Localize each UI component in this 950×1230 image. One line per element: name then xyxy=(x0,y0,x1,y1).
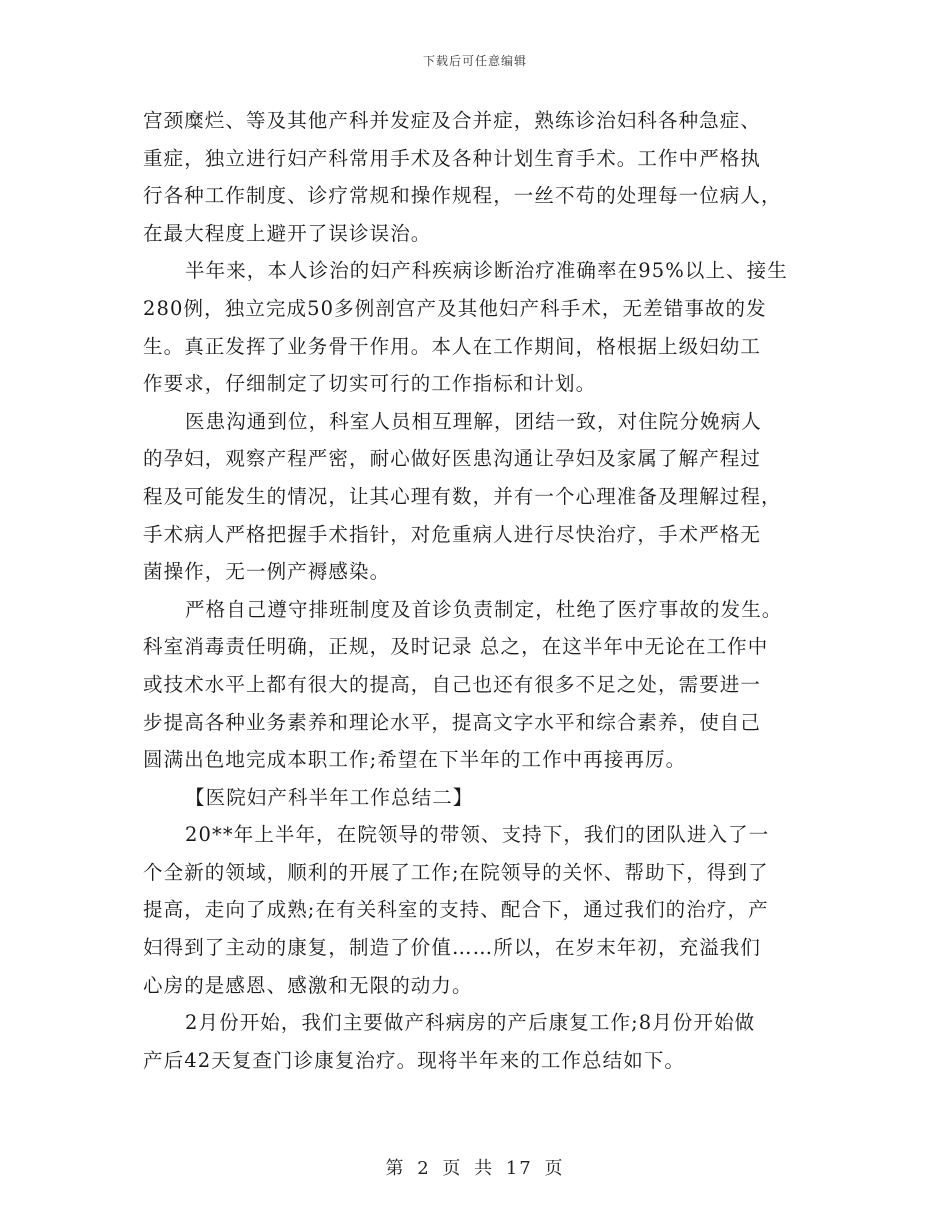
section-heading: 【医院妇产科半年工作总结二】 xyxy=(185,785,474,809)
text-line: 的孕妇，观察产程严密，耐心做好医患沟通让孕妇及家属了解产程过 xyxy=(143,447,762,471)
page-header: 下载后可任意编辑 xyxy=(422,54,527,68)
text-line: 心房的是感恩、感激和无限的动力。 xyxy=(143,973,473,997)
text-line: 严格自己遵守排班制度及首诊负责制定，杜绝了医疗事故的发生。 xyxy=(185,597,783,621)
text-line: 或技术水平上都有很大的提高，自己也还有很多不足之处，需要进一 xyxy=(143,672,762,696)
text-line: 医患沟通到位，科室人员相互理解，团结一致，对住院分娩病人 xyxy=(185,409,762,433)
text-line: 2月份开始，我们主要做产科病房的产后康复工作;8月份开始做 xyxy=(185,1011,756,1035)
document-body xyxy=(143,102,813,1079)
text-line: 行各种工作制度、诊疗常规和操作规程，一丝不苟的处理每一位病人， xyxy=(143,184,782,208)
text-line: 宫颈糜烂、等及其他产科并发症及合并症，熟练诊治妇科各种急症、 xyxy=(143,109,762,132)
text-line: 妇得到了主动的康复，制造了价值……所以，在岁末年初，充溢我们 xyxy=(143,936,762,960)
text-line: 程及可能发生的情况，让其心理有数，并有一个心理准备及理解过程， xyxy=(143,484,782,508)
text-line: 科室消毒责任明确，正规，及时记录 总之，在这半年中无论在工作中 xyxy=(143,635,769,659)
text-line: 产后42天复查门诊康复治疗。现将半年来的工作总结如下。 xyxy=(143,1048,686,1072)
text-line: 作要求，仔细制定了切实可行的工作指标和计划。 xyxy=(143,372,597,396)
text-line: 圆满出色地完成本职工作;希望在下半年的工作中再接再厉。 xyxy=(143,748,687,772)
text-line: 20**年上半年，在院领导的带领、支持下，我们的团队进入了一 xyxy=(185,823,770,847)
text-line: 菌操作，无一例产褥感染。 xyxy=(143,560,391,584)
text-line: 步提高各种业务素养和理论水平，提高文字水平和综合素养，使自己 xyxy=(143,710,762,734)
text-line: 手术病人严格把握手术指针，对危重病人进行尽快治疗，手术严格无 xyxy=(143,522,762,546)
page-number: 第 2 页 共 17 页 xyxy=(385,1158,565,1179)
text-line: 重症，独立进行妇产科常用手术及各种计划生育手术。工作中严格执 xyxy=(143,146,762,170)
text-line: 半年来，本人诊治的妇产科疾病诊断治疗准确率在95%以上、接生 xyxy=(185,259,788,283)
text-line: 生。真正发挥了业务骨干作用。本人在工作期间，格根据上级妇幼工 xyxy=(143,334,762,358)
text-line: 个全新的领域，顺利的开展了工作;在院领导的关怀、帮助下，得到了 xyxy=(143,860,769,884)
text-line: 提高，走向了成熟;在有关科室的支持、配合下，通过我们的治疗，产 xyxy=(143,898,769,922)
text-line: 280例，独立完成50多例剖宫产及其他妇产科手术，无差错事故的发 xyxy=(143,296,767,320)
text-line: 在最大程度上避开了误诊误治。 xyxy=(143,221,432,245)
